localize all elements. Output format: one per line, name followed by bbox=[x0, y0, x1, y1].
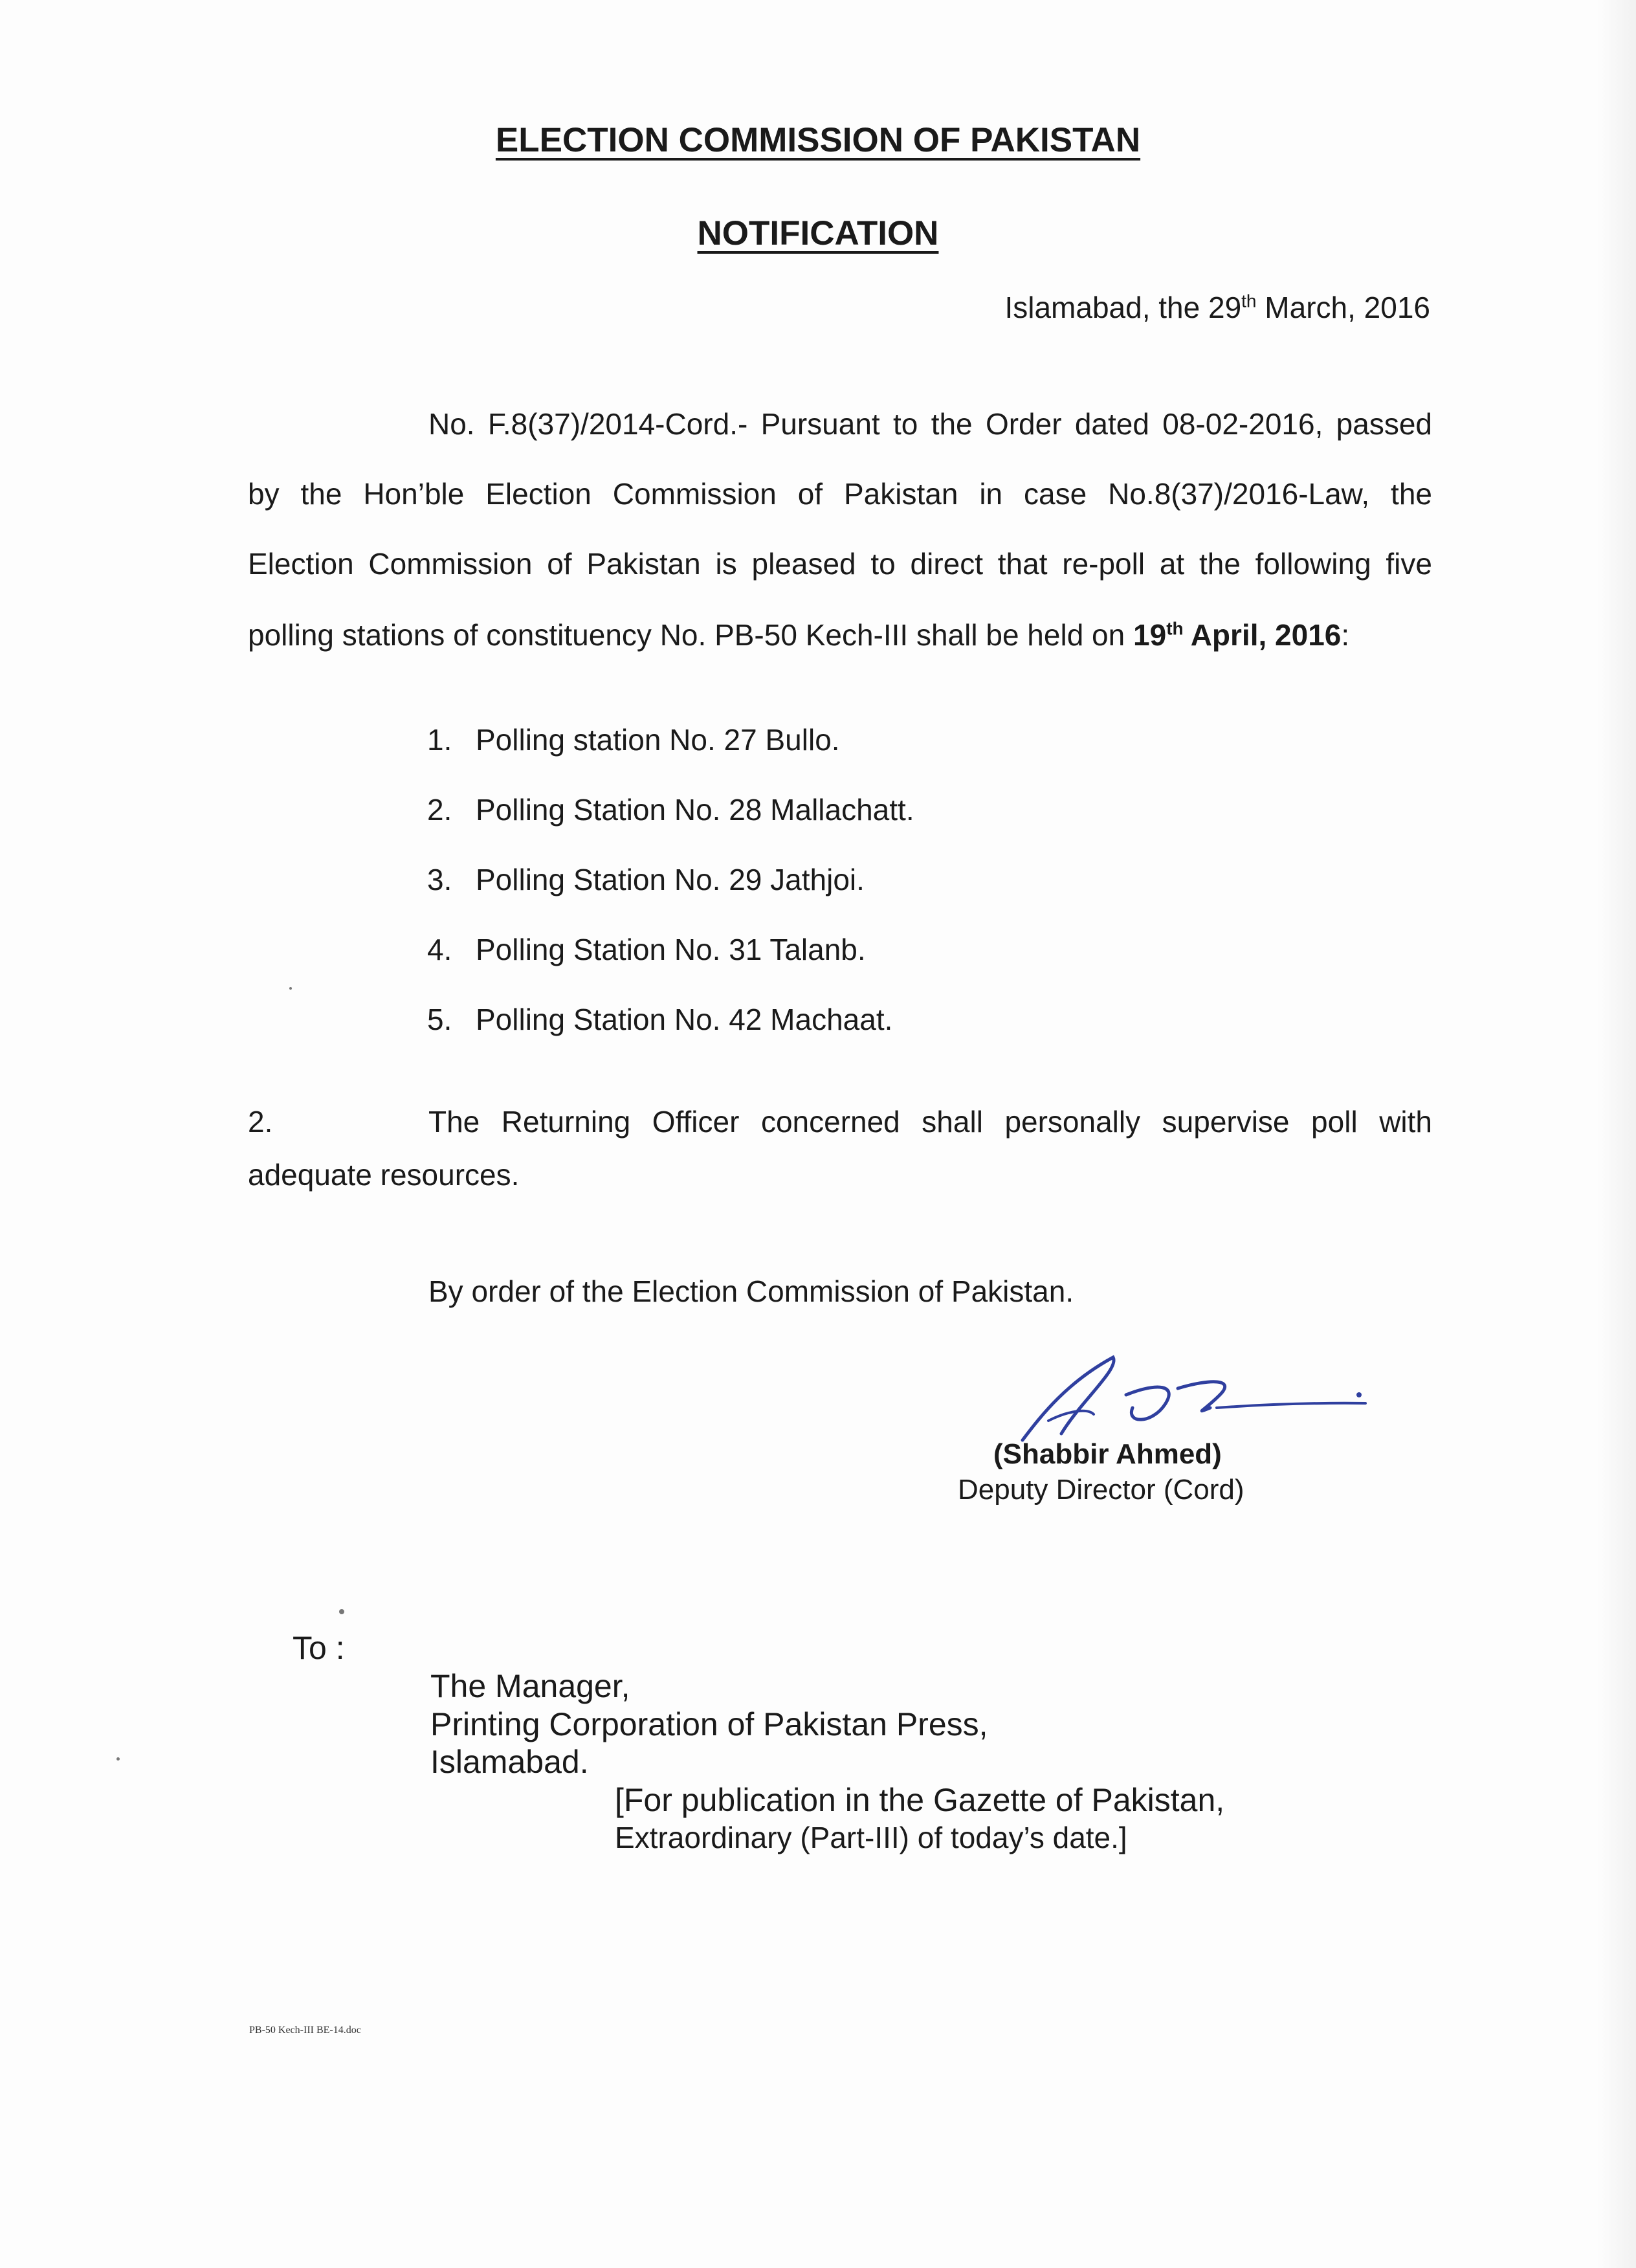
station-number: 5. bbox=[427, 1003, 452, 1036]
date-rest: March, 2016 bbox=[1256, 291, 1430, 324]
station-number: 4. bbox=[427, 933, 452, 966]
scan-speck bbox=[339, 1609, 344, 1614]
document-heading: ELECTION COMMISSION OF PAKISTAN bbox=[495, 121, 1141, 159]
publication-note-line1: [For publication in the Gazette of Pakistan, bbox=[615, 1782, 1225, 1818]
publication-note-line2: Extraordinary (Part-III) of today’s date.] bbox=[615, 1821, 1127, 1854]
station-number: 2. bbox=[427, 793, 452, 827]
date-line bbox=[1004, 289, 1430, 326]
file-reference: PB-50 Kech-III BE-14.doc bbox=[249, 2025, 361, 2036]
station-item: Polling Station No. 29 Jathjoi. bbox=[476, 863, 865, 896]
addressee-line3: Islamabad. bbox=[430, 1744, 589, 1780]
repoll-date-day: 19 bbox=[1133, 618, 1167, 652]
para2-number: 2. bbox=[248, 1105, 273, 1139]
signatory-title: Deputy Director (Cord) bbox=[958, 1474, 1244, 1506]
para2-line2: adequate resources. bbox=[248, 1158, 520, 1192]
station-item: Polling Station No. 42 Machaat. bbox=[476, 1003, 893, 1036]
para1-line4-text: polling stations of constituency No. PB-50 Kech-III shall be held on bbox=[248, 618, 1134, 652]
addressee-line2: Printing Corporation of Pakistan Press, bbox=[430, 1706, 988, 1742]
para1-line4 bbox=[248, 617, 1349, 653]
para1-line4-end: : bbox=[1341, 618, 1350, 652]
to-label: To : bbox=[293, 1630, 345, 1666]
scan-speck bbox=[116, 1757, 120, 1761]
station-number: 3. bbox=[427, 863, 452, 896]
station-item: Polling station No. 27 Bullo. bbox=[476, 723, 840, 757]
notification-title: NOTIFICATION bbox=[697, 214, 939, 252]
scan-edge-shadow bbox=[1597, 0, 1636, 2268]
para1-line2: by the Hon’ble Election Commission of Pakistan in case No.8(37)/2016-Law, the bbox=[248, 477, 1432, 511]
signatory-name: (Shabbir Ahmed) bbox=[993, 1438, 1222, 1470]
date-place: Islamabad, the 29 bbox=[1004, 291, 1242, 324]
scan-speck bbox=[289, 987, 292, 990]
station-item: Polling Station No. 31 Talanb. bbox=[476, 933, 866, 966]
repoll-date-rest: April, 2016 bbox=[1183, 618, 1342, 652]
date-sup: th bbox=[1241, 291, 1257, 311]
by-order-line: By order of the Election Commission of Pakistan. bbox=[428, 1274, 1074, 1308]
station-item: Polling Station No. 28 Mallachatt. bbox=[476, 793, 914, 827]
signature bbox=[964, 1343, 1378, 1453]
repoll-date-sup: th bbox=[1166, 618, 1184, 639]
para1-line3: Election Commission of Pakistan is pleased to direct that re-poll at the following five bbox=[248, 547, 1432, 581]
para1-line1: No. F.8(37)/2014-Cord.- Pursuant to the Order dated 08-02-2016, passed bbox=[428, 407, 1432, 441]
addressee-line1: The Manager, bbox=[430, 1668, 630, 1704]
station-number: 1. bbox=[427, 723, 452, 757]
para2-line1: The Returning Officer concerned shall personally supervise poll with bbox=[428, 1105, 1432, 1139]
